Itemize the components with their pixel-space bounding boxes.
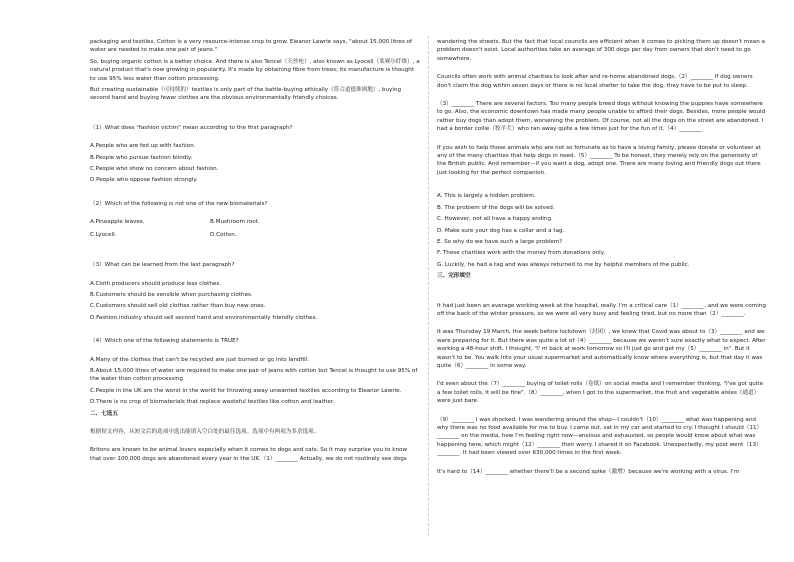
right-column — [437, 38, 767, 479]
paragraph: Britons are known to be animal lovers especially when it comes to dogs and cats. So it may surprise you to know that over 100,000 dogs are abandoned every year in the UK.（1）________ Actually, we do not routinely see dogs — [90, 447, 408, 462]
paragraph: It was Thursday 19 March, the week before lockdown（封闭）, we knew that Covid was about to（3）________ and we were preparing for it. But there was quite a lot of（4）________ because we weren't sure exactly what to expect. After working a 48-hour shift, I thought, "I' m back at work tomorrow so I'll just go and get my（5）________ in". But it wasn't to be. You walk into your usual supermarket and automatically know where everything is, but that day it was quite（6）________ in some way. — [437, 329, 766, 369]
section-title: 二、七选五 — [90, 410, 118, 417]
option: C.People who show no concern about fashion. — [90, 166, 219, 173]
option: B.Mushroom root. — [210, 219, 260, 226]
question-stem: （4）Which one of the following statements is TRUE? — [90, 338, 239, 345]
option: F. These charities work with the money from donations only. — [437, 250, 606, 257]
option: E. So why do we have such a large problem? — [437, 238, 563, 245]
paragraph: （3）________ There are several factors. Too many people breed dogs without knowing the puppies have somewhere to go. Also, the economic downtown has made many people unable to afford their dogs. Besides, more people would rather buy dogs than adopt them, worsening the problem. Of course, not all the dogs on the street are abandoned. I had a border collie（牧羊犬）who ran away quite a few times just for the fun of it.（4）________ — [437, 101, 766, 133]
option: C.Lyocell. — [90, 231, 117, 238]
paragraph: wandering the streets. But the fact that local councils are efficient when it comes to picking them up doesn't mean a problem doesn't exist. Local authorities take an average of 300 dogs per day from owners that don't need to go somewhere. — [437, 39, 765, 62]
instruction: 根据短文内容，从短文后的选项中选出能填入空白处的最佳选项。选项中有两项为多余选项。 — [90, 428, 320, 435]
section-title: 三、完形填空 — [437, 273, 471, 280]
option: A.Many of the clothes that can't be recycled are just burned or go into landfill. — [90, 356, 309, 363]
option: D.There is no crop of biomaterials that replace wasteful textiles like cotton and leather. — [90, 399, 335, 406]
question-stem: （1）What does "fashion victim" mean according to the first paragraph? — [90, 124, 293, 131]
question-stem: （2）Which of the following is not one of the new biomaterials? — [90, 200, 268, 207]
paragraph: If you wish to help those animals who are not so fortunate as to have a loving family, please donate or volunteer at any of the many charities that help dogs in need.（5）________ To be honest, they merely rely on the generosity of the British public. And remember—if you want a dog, adopt one. There are many loving and friendly dogs out there just looking for the perfect companion. — [437, 144, 761, 176]
option-row — [90, 231, 420, 239]
option: A.Pineapple leaves. — [90, 219, 145, 226]
option: B.About 15,000 litres of water are required to make one pair of jeans with cotton but Tencel is thought to use 95% of the water than cotton processing. — [90, 367, 418, 383]
option: C.People in the UK are the worst in the world for throwing away unwanted textiles according to Eleanor Lawrie. — [90, 387, 402, 394]
option: C.Customers should sell old clothes rather than buy new ones. — [90, 303, 266, 310]
option: B.Customers should be sensible when purchasing clothes. — [90, 291, 253, 298]
option: A.Cloth producers should produce less clothes. — [90, 280, 222, 287]
option: G. Luckily, he had a tag and was always returned to me by helpful members of the public. — [437, 261, 690, 268]
paragraph: I'd seen about the（7）________ buying of toilet rolls（卷纸）on social media and I remember thinking, "I've got quite a few toilet rolls, it will be fine".（8）________, when I got to the supermarket, the fruit and vegetable aisles（通道）were just bare. — [437, 381, 764, 405]
option: D.Fashion industry should sell second hand and environmentally friendly clothes. — [90, 314, 318, 321]
option: D.People who oppose fashion strongly. — [90, 177, 198, 184]
paragraph: So, buying organic cotton is a better choice. And there is also Tencel（天丝纶）, also known as Lyocell（莱赛尔纤维）, a natural product that's now growing in popularity. It's made by obtaining fibre from trees; its manufacture is thought to use 95% less water than cotton processing. — [90, 58, 420, 82]
paragraph: It's hard to（14）________ whether there'll be a second spike（激增）because we're working with a virus. I'm — [437, 468, 740, 475]
question-stem: （3）What can be learned from the last paragraph? — [90, 262, 235, 269]
option: D. Make sure your dog has a collar and a tag. — [437, 227, 565, 234]
paragraph: But creating sustainable（可持续的）textiles is only part of the battle-buying ethically（符合道德准则地）, buying second hand and buying fewer clothes are the obvious environmentally friendly choices. — [90, 87, 402, 102]
paragraph: packaging and textiles. Cotton is a very resource-intense crop to grow. Eleanor Lawrie says, "about 15,000 litres of water are needed to make one pair of jeans." — [90, 39, 412, 54]
option-row — [90, 218, 420, 226]
left-column — [90, 38, 420, 466]
paragraph: It had just been an average working week at the hospital, really. I'm a critical care（1）________, and we were coming off the back of the winter pressure, so we were all very busy and feeling tired, but no more than（2）________. — [437, 302, 766, 317]
paragraph: Councils often work with animal charities to look after and re-home abandoned dogs.（2）________ If dog owners don't claim the dog within seven days or there is no local shelter to take the dog, they have to be put to sleep. — [437, 74, 753, 89]
option: A. This is largely a hidden problem. — [437, 193, 536, 200]
option: B. The problem of the dogs will be solved. — [437, 204, 555, 211]
option: A.People who are fed up with fashion. — [90, 143, 196, 150]
option: B.People who pursue fashion blindly. — [90, 154, 193, 161]
paragraph: （9）________ I was shocked. I was wandering around the shop—I couldn't（10）________ what was happening and why there was no food available for me to buy. I came out, sat in my car and started to cry. I thought I should（11）________ on the media, how I'm feeling right now—anxious and exhausted, so people would know about what was happening here, which might（12）________ their worry. I shared it on Facebook. Unexpectedly, my post went（13）________. It had been viewed over 630,000 times in the first week. — [437, 416, 763, 457]
option: C. However, not all have a happy ending. — [437, 216, 553, 223]
option: D.Cotton. — [210, 231, 237, 238]
column-divider — [428, 36, 429, 536]
